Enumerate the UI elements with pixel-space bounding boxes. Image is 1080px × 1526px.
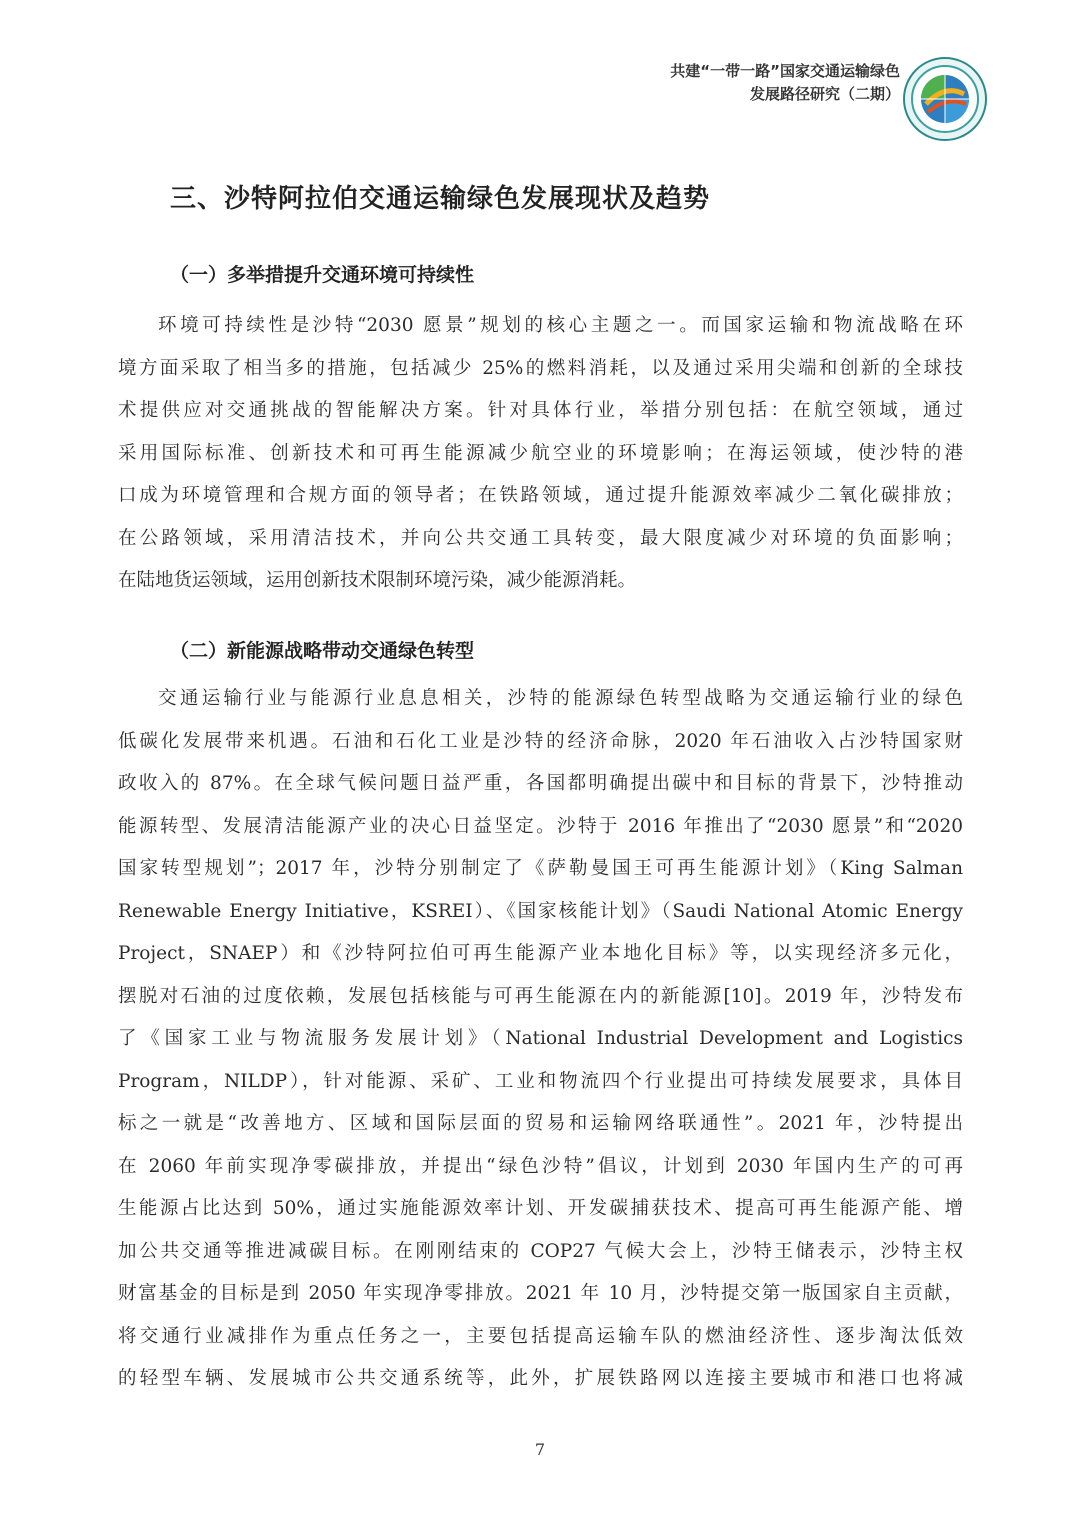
- paragraph-1-line: 采用国际标准、创新技术和可再生能源减少航空业的环境影响；在海运领域，使沙特的港: [118, 442, 963, 464]
- paragraph-1-line: 境方面采取了相当多的措施，包括减少 25%的燃料消耗，以及通过采用尖端和创新的全球技: [118, 357, 963, 379]
- paragraph-2-line: 国家转型规划”；2017 年，沙特分别制定了《萨勒曼国王可再生能源计划》（King Salman: [118, 858, 963, 879]
- page-number: 7: [534, 1440, 546, 1459]
- paragraph-2-line: Renewable Energy Initiative，KSREI）、《国家核能计划》（Saudi National Atomic Energy: [118, 900, 963, 922]
- paragraph-1: [118, 305, 963, 603]
- report-logo-icon: [902, 56, 988, 142]
- paragraph-1-line: 在公路领域，采用清洁技术，并向公共交通工具转变，最大限度减少对环境的负面影响；: [118, 527, 963, 549]
- paragraph-2-line: 低碳化发展带来机遇。石油和石化工业是沙特的经济命脉，2020 年石油收入占沙特国家财: [118, 730, 963, 752]
- paragraph-2-line: 能源转型、发展清洁能源产业的决心日益坚定。沙特于 2016 年推出了“2030 愿景”和“2020: [118, 815, 963, 837]
- header-line-2: 发展路径研究（二期）: [749, 85, 900, 103]
- paragraph-2-line: 交通运输行业与能源行业息息相关，沙特的能源绿色转型战略为交通运输行业的绿色: [158, 688, 963, 709]
- paragraph-2-line: 摆脱对石油的过度依赖，发展包括核能与可再生能源在内的新能源[10]。2019 年，沙特发布: [118, 985, 963, 1007]
- paragraph-2-line: 生能源占比达到 50%，通过实施能源效率计划、开发碳捕获技术、提高可再生能源产能、增: [118, 1198, 963, 1219]
- paragraph-2-line: 标之一就是“改善地方、区域和国际层面的贸易和运输网络联通性”。2021 年，沙特提出: [118, 1113, 963, 1134]
- paragraph-2-line: 加公共交通等推进减碳目标。在刚刚结束的 COP27 气候大会上，沙特王储表示，沙特主权: [118, 1240, 963, 1262]
- paragraph-2-line: 政收入的 87%。在全球气候问题日益严重，各国都明确提出碳中和目标的背景下，沙特推动: [118, 773, 963, 794]
- paragraph-2: [118, 678, 963, 1401]
- paragraph-2-line: 将交通行业减排作为重点任务之一，主要包括提高运输车队的燃油经济性、逐步淘汰低效: [118, 1325, 963, 1347]
- subsection-2-title: （二）新能源战略带动交通绿色转型: [170, 640, 475, 662]
- paragraph-1-line: 在陆地货运领域，运用创新技术限制环境污染，减少能源消耗。: [118, 570, 637, 591]
- section-title: 三、沙特阿拉伯交通运输绿色发展现状及趋势: [170, 184, 711, 214]
- paragraph-2-line: 在 2060 年前实现净零碳排放，并提出“绿色沙特”倡议，计划到 2030 年国内生产的可再: [118, 1155, 963, 1177]
- paragraph-1-line: 口成为环境管理和合规方面的领导者；在铁路领域，通过提升能源效率减少二氧化碳排放；: [118, 485, 963, 506]
- paragraph-2-line: Program，NILDP），针对能源、采矿、工业和物流四个行业提出可持续发展要求，具体目: [118, 1070, 963, 1092]
- paragraph-2-line: 的轻型车辆、发展城市公共交通系统等，此外，扩展铁路网以连接主要城市和港口也将减: [118, 1368, 963, 1389]
- paragraph-2-line: 了《国家工业与物流服务发展计划》（National Industrial Development and Logistics: [118, 1028, 963, 1049]
- paragraph-1-line: 术提供应对交通挑战的智能解决方案。针对具体行业，举措分别包括：在航空领域，通过: [118, 400, 963, 421]
- paragraph-2-line: Project，SNAEP）和《沙特阿拉伯可再生能源产业本地化目标》等，以实现经济多元化，: [118, 943, 963, 964]
- paragraph-1-line: 环境可持续性是沙特“2030 愿景”规划的核心主题之一。而国家运输和物流战略在环: [158, 315, 963, 336]
- header-line-1: 共建“一带一路”国家交通运输绿色: [670, 62, 900, 80]
- running-header: [670, 60, 900, 106]
- paragraph-2-line: 财富基金的目标是到 2050 年实现净零排放。2021 年 10 月，沙特提交第一版国家自主贡献，: [118, 1283, 963, 1304]
- subsection-1-title: （一）多举措提升交通环境可持续性: [170, 264, 475, 286]
